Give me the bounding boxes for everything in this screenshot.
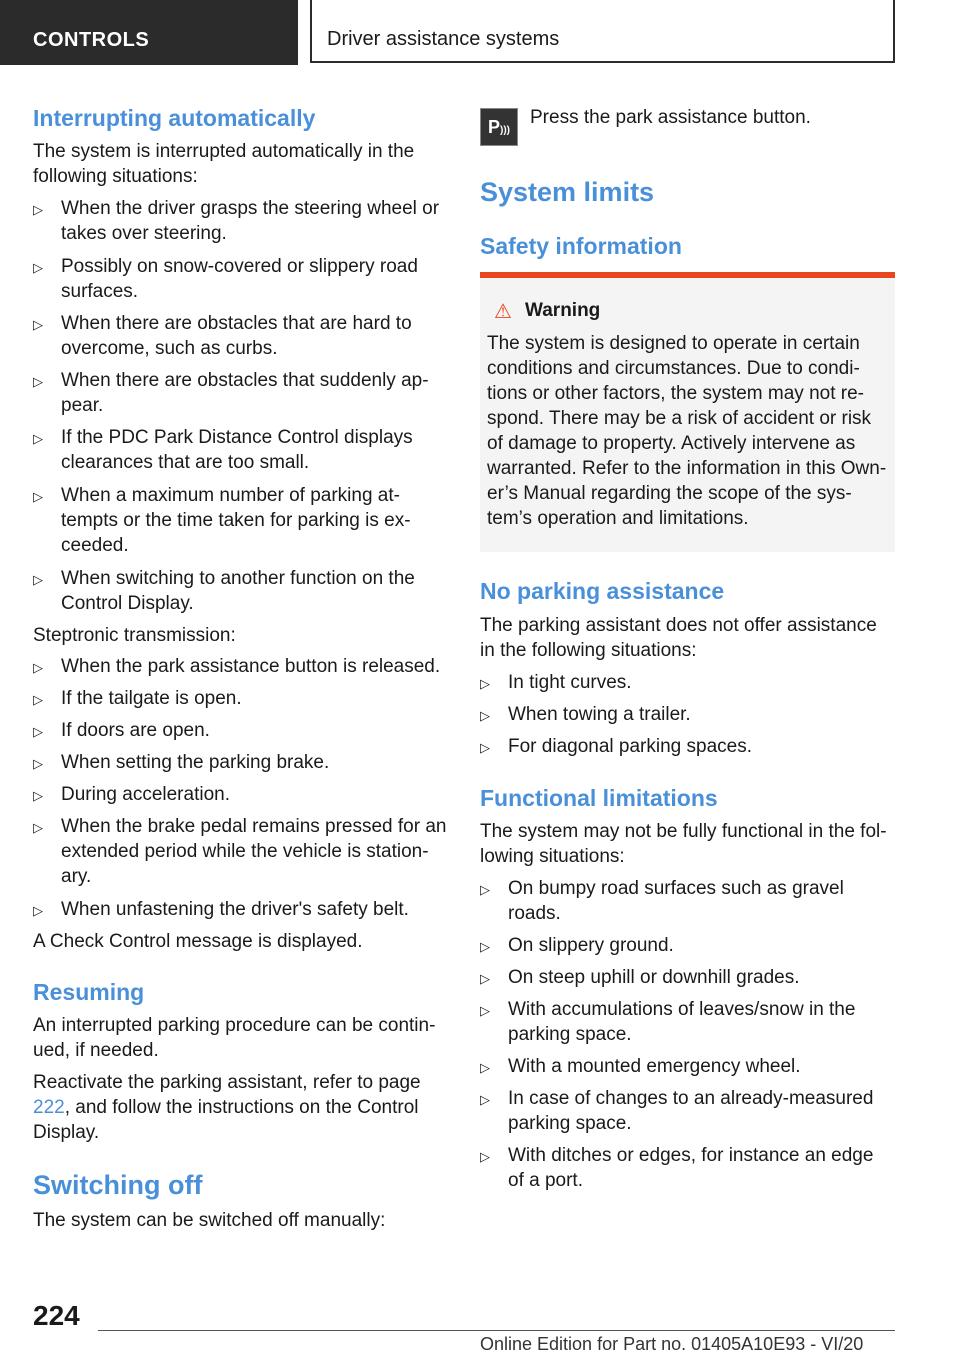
bullet-triangle-icon: ▷ <box>33 903 43 918</box>
footer-edition: Online Edition for Part no. 01405A10E93 - VI/20 <box>480 1334 864 1354</box>
page-reference-link[interactable]: 222 <box>33 1097 65 1118</box>
warning-title: Warning <box>525 300 601 321</box>
bullet-triangle-icon: ▷ <box>480 708 490 723</box>
bullet-triangle-icon: ▷ <box>33 692 43 707</box>
footer-divider <box>98 1330 895 1331</box>
heading-safety-information: Safety information <box>480 233 682 259</box>
section-tab <box>0 0 298 65</box>
bullet-triangle-icon: ▷ <box>480 939 490 954</box>
bullet-triangle-icon: ▷ <box>480 1003 490 1018</box>
paragraph-interrupting: The system is interrupted automatically in the following situations: <box>33 141 415 187</box>
warning-bar <box>480 272 895 278</box>
bullet-triangle-icon: ▷ <box>480 740 490 755</box>
bullet-triangle-icon: ▷ <box>480 1149 490 1164</box>
paragraph-resuming: An interrupted parking procedure can be contin-ued, if needed. <box>33 1015 436 1061</box>
page-number: 224 <box>33 1300 80 1331</box>
warning-box <box>480 272 895 552</box>
heading-system-limits: System limits <box>480 177 655 207</box>
bullet-triangle-icon: ▷ <box>480 971 490 986</box>
bullet-triangle-icon: ▷ <box>480 882 490 897</box>
bullet-triangle-icon: ▷ <box>33 756 43 771</box>
section-title: CONTROLS <box>33 29 150 51</box>
bullet-triangle-icon: ▷ <box>33 431 43 446</box>
paragraph-check-control: A Check Control message is displayed. <box>33 931 363 952</box>
chapter-tab <box>310 0 895 63</box>
chapter-title: Driver assistance systems <box>327 28 560 50</box>
bullet-triangle-icon: ▷ <box>33 260 43 275</box>
bullet-triangle-icon: ▷ <box>33 788 43 803</box>
park-assist-icon: P))) <box>480 108 518 146</box>
bullet-triangle-icon: ▷ <box>33 572 43 587</box>
page-header <box>0 0 960 65</box>
bullet-triangle-icon: ▷ <box>33 202 43 217</box>
warning-text: The system is designed to operate in certain conditions and circumstances. Due to condi-tions or other factors, the system may not re-spond. There may be a risk of accident or risk of damage to property. Actively intervene as warranted. Refer to the information in this Own-er’s Manual regarding the scope of the sys-tem’s operation and limitations. <box>487 333 887 529</box>
bullet-triangle-icon: ▷ <box>480 676 490 691</box>
paragraph-functional: The system may not be fully functional in the fol-lowing situations: <box>480 821 887 867</box>
bullet-triangle-icon: ▷ <box>33 724 43 739</box>
paragraph-press-button: Press the park assistance button. <box>530 107 811 128</box>
paragraph-reactivate: Reactivate the parking assistant, refer to page 222, and follow the instructions on the Control Display. <box>33 1072 421 1143</box>
heading-switching-off: Switching off <box>33 1170 203 1200</box>
bullet-triangle-icon: ▷ <box>33 820 43 835</box>
warning-icon: ⚠ <box>494 301 512 323</box>
bullet-triangle-icon: ▷ <box>480 1060 490 1075</box>
paragraph-steptronic: Steptronic transmission: <box>33 625 236 646</box>
bullet-triangle-icon: ▷ <box>33 660 43 675</box>
paragraph-switching-off: The system can be switched off manually: <box>33 1210 386 1231</box>
heading-functional-limitations: Functional limitations <box>480 785 718 811</box>
heading-resuming: Resuming <box>33 979 145 1005</box>
heading-no-parking: No parking assistance <box>480 578 725 604</box>
bullet-triangle-icon: ▷ <box>33 489 43 504</box>
paragraph-no-parking: The parking assistant does not offer assistance in the following situations: <box>480 615 877 661</box>
bullet-triangle-icon: ▷ <box>33 374 43 389</box>
heading-interrupting: Interrupting automatically <box>33 105 316 131</box>
bullet-triangle-icon: ▷ <box>480 1092 490 1107</box>
bullet-triangle-icon: ▷ <box>33 317 43 332</box>
